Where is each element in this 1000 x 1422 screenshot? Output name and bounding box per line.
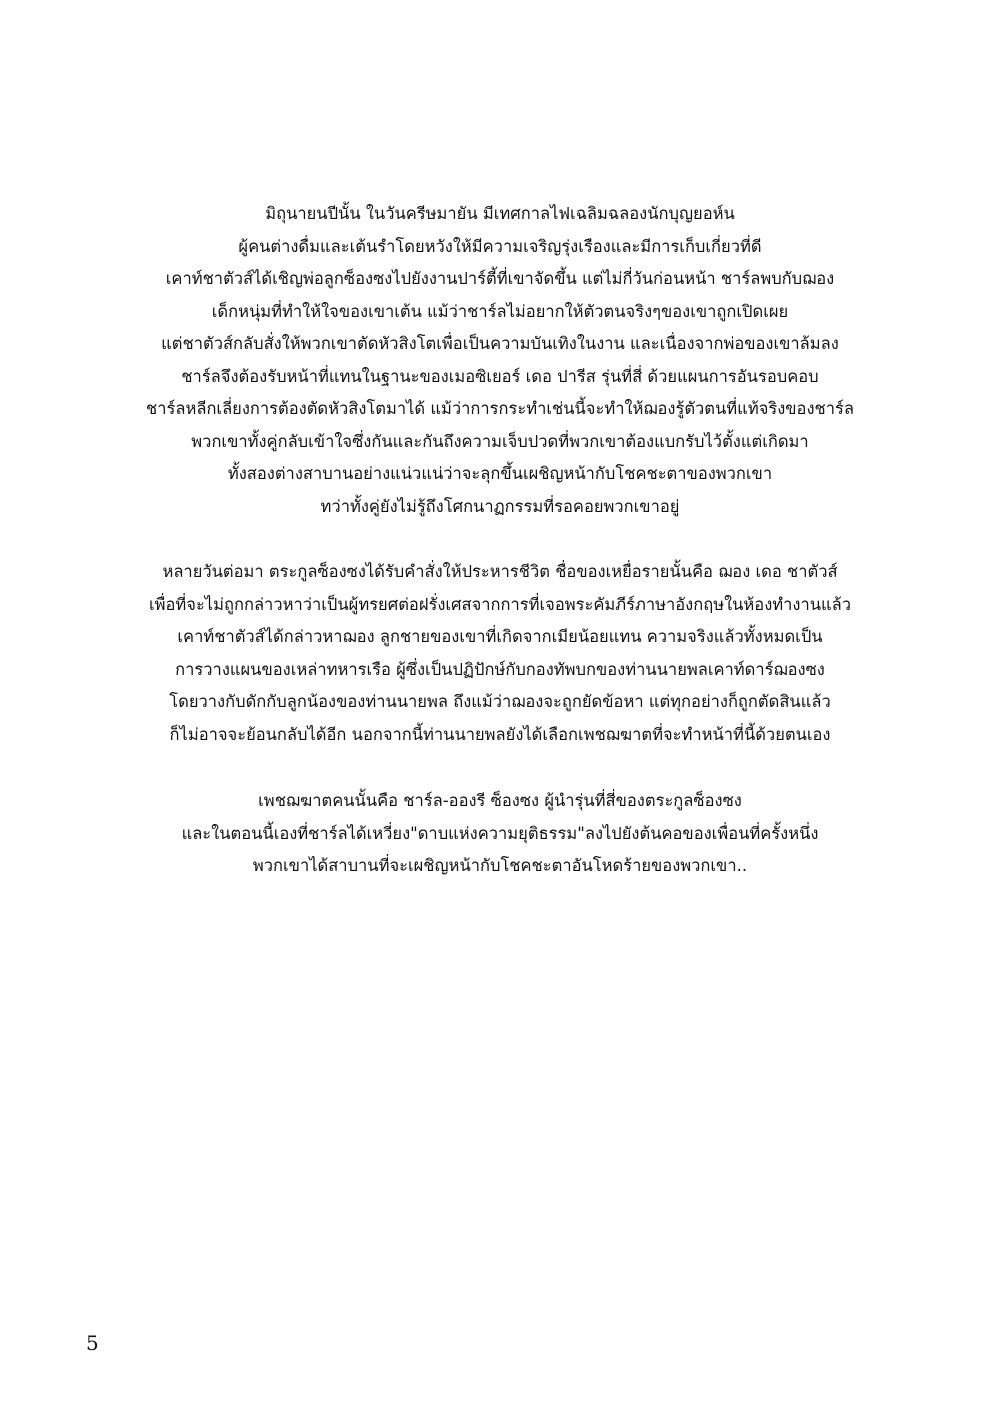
text-line: ผู้คนต่างดื่มและเต้นรำโดยหวังให้มีความเจริญรุ่งเรืองและมีการเก็บเกี่ยวที่ดี bbox=[238, 236, 762, 256]
text-line: ก็ไม่อาจจะย้อนกลับได้อีก นอกจากนี้ท่านนายพลยังได้เลือกเพชฌฆาตที่จะทำหน้าที่นี้ด้วยตนเอง bbox=[169, 724, 831, 744]
text-line: ชาร์ลหลีกเลี่ยงการต้องตัดหัวสิงโตมาได้ แม้ว่าการกระทำเช่นนี้จะทำให้ฌองรู้ตัวตนที่แท้จริงของชาร์ล bbox=[146, 399, 854, 418]
text-line: ทั้งสองต่างสาบานอย่างแน่วแน่ว่าจะลุกขึ้นเผชิญหน้ากับโชคชะตาของพวกเขา bbox=[227, 464, 773, 483]
page-number: 5 bbox=[86, 1331, 99, 1355]
paragraph-2 bbox=[60, 556, 940, 751]
text-line: เคาท์ชาตัวส์ได้กล่าวหาฌอง ลูกชายของเขาที่เกิดจากเมียน้อยแทน ความจริงแล้วทั้งหมดเป็น bbox=[177, 627, 823, 646]
text-line: มิถุนายนปีนั้น ในวันครีษมายัน มีเทศกาลไฟเฉลิมฉลองนักบุญยอห์น bbox=[265, 204, 735, 223]
text-line: พวกเขาได้สาบานที่จะเผชิญหน้ากับโชคชะตาอันโหดร้ายของพวกเขา.. bbox=[252, 856, 748, 875]
text-line: เพื่อที่จะไม่ถูกกล่าวหาว่าเป็นผู้ทรยศต่อฝรั่งเศสจากการที่เจอพระคัมภีร์ภาษาอังกฤษในห้องทำงานแล้ว bbox=[148, 594, 852, 614]
text-line: แต่ชาตัวส์กลับสั่งให้พวกเขาตัดหัวสิงโตเพื่อเป็นความบันเทิงในงาน และเนื่องจากพ่อของเขาล้มลง bbox=[161, 334, 839, 353]
text-line: เด็กหนุ่มที่ทำให้ใจของเขาเต้น แม้ว่าชาร์ลไม่อยากให้ตัวตนจริงๆของเขาถูกเปิดเผย bbox=[211, 301, 789, 321]
text-line: และในตอนนี้เองที่ชาร์ลได้เหวี่ยง"ดาบแห่งความยุติธรรม"ลงไปยังต้นคอของเพื่อนที่ครั้งหนึ่ง bbox=[181, 823, 819, 843]
document-body bbox=[60, 198, 940, 883]
paragraph-1 bbox=[60, 198, 940, 523]
paragraph-3 bbox=[60, 785, 940, 883]
text-line: โดยวางกับดักกับลูกน้องของท่านนายพล ถึงแม้ว่าฌองจะถูกยัดข้อหา แต่ทุกอย่างก็ถูกตัดสินแล้ว bbox=[169, 692, 831, 711]
text-line: เคาท์ชาตัวส์ได้เชิญพ่อลูกซ็องซงไปยังงานปาร์ตี้ที่เขาจัดขึ้น แต่ไม่กี่วันก่อนหน้า ชาร์ลพบกับฌอง bbox=[165, 269, 835, 288]
text-line: ทว่าทั้งคู่ยังไม่รู้ถึงโศกนาฏกรรมที่รอคอยพวกเขาอยู่ bbox=[320, 496, 680, 516]
text-line: การวางแผนของเหล่าทหารเรือ ผู้ซึ่งเป็นปฏิปักษ์กับกองทัพบกของท่านนายพลเคาท์ดาร์ฌองซง bbox=[175, 659, 825, 679]
text-line: หลายวันต่อมา ตระกูลซ็องซงได้รับคำสั่งให้ประหารชีวิต ชื่อของเหยื่อรายนั้นคือ ฌอง เดอ ชาตัวส์ bbox=[162, 562, 838, 581]
text-line: ชาร์ลจึงต้องรับหน้าที่แทนในฐานะของเมอซิเยอร์ เดอ ปารีส รุ่นที่สี่ ด้วยแผนการอันรอบคอบ bbox=[181, 366, 819, 386]
text-line: เพชฌฆาตคนนั้นคือ ชาร์ล-อองรี ซ็องซง ผู้นำรุ่นที่สี่ของตระกูลซ็องซง bbox=[258, 791, 742, 810]
text-line: พวกเขาทั้งคู่กลับเข้าใจซึ่งกันและกันถึงความเจ็บปวดที่พวกเขาต้องแบกรับไว้ตั้งแต่เกิดมา bbox=[191, 431, 809, 451]
